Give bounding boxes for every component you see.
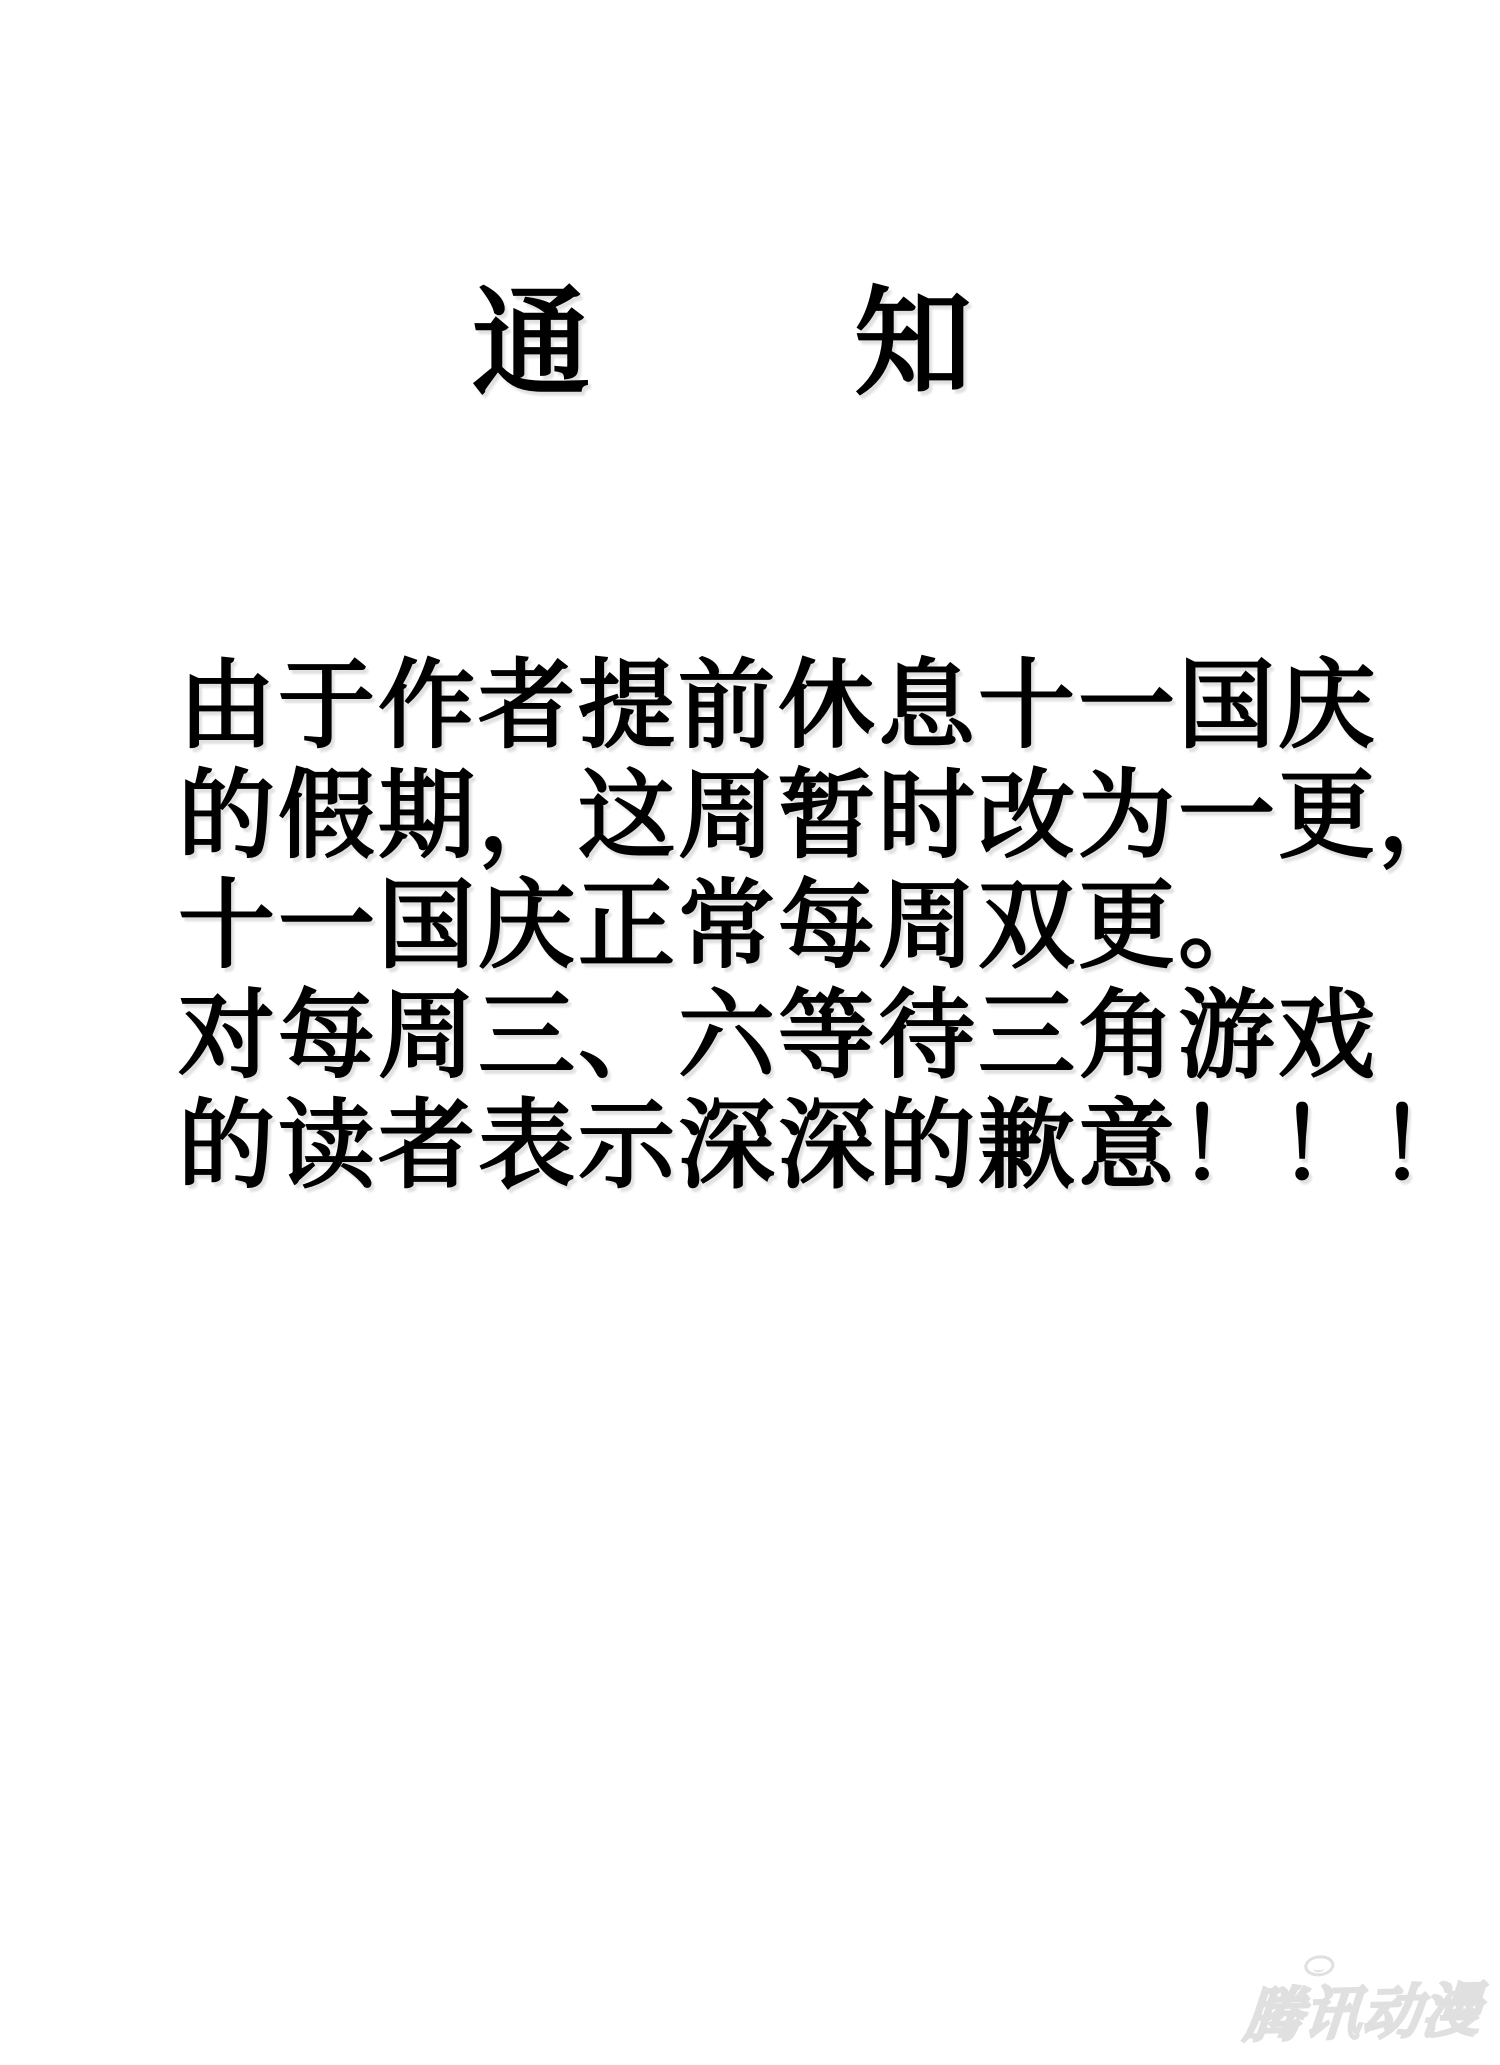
tencent-comics-logo <box>1241 1963 1484 2053</box>
notice-body <box>178 652 1478 1202</box>
notice-line: 对每周三、六等待三角游戏 <box>178 983 1378 1090</box>
smiley-face-icon <box>1303 1955 1335 1977</box>
title-char-right: 知 <box>854 279 973 410</box>
notice-line: 由于作者提前休息十一国庆 <box>178 653 1378 760</box>
title-char-left: 通 <box>471 279 590 410</box>
notice-line: 十一国庆正常每周双更。 <box>178 873 1278 980</box>
notice-title <box>0 279 1444 410</box>
notice-line: 的假期，这周暂时改为一更， <box>178 763 1478 870</box>
notice-line: 的读者表示深深的歉意！！！ <box>178 1093 1478 1200</box>
watermark-label: 腾讯动漫 <box>1241 1978 1484 2050</box>
